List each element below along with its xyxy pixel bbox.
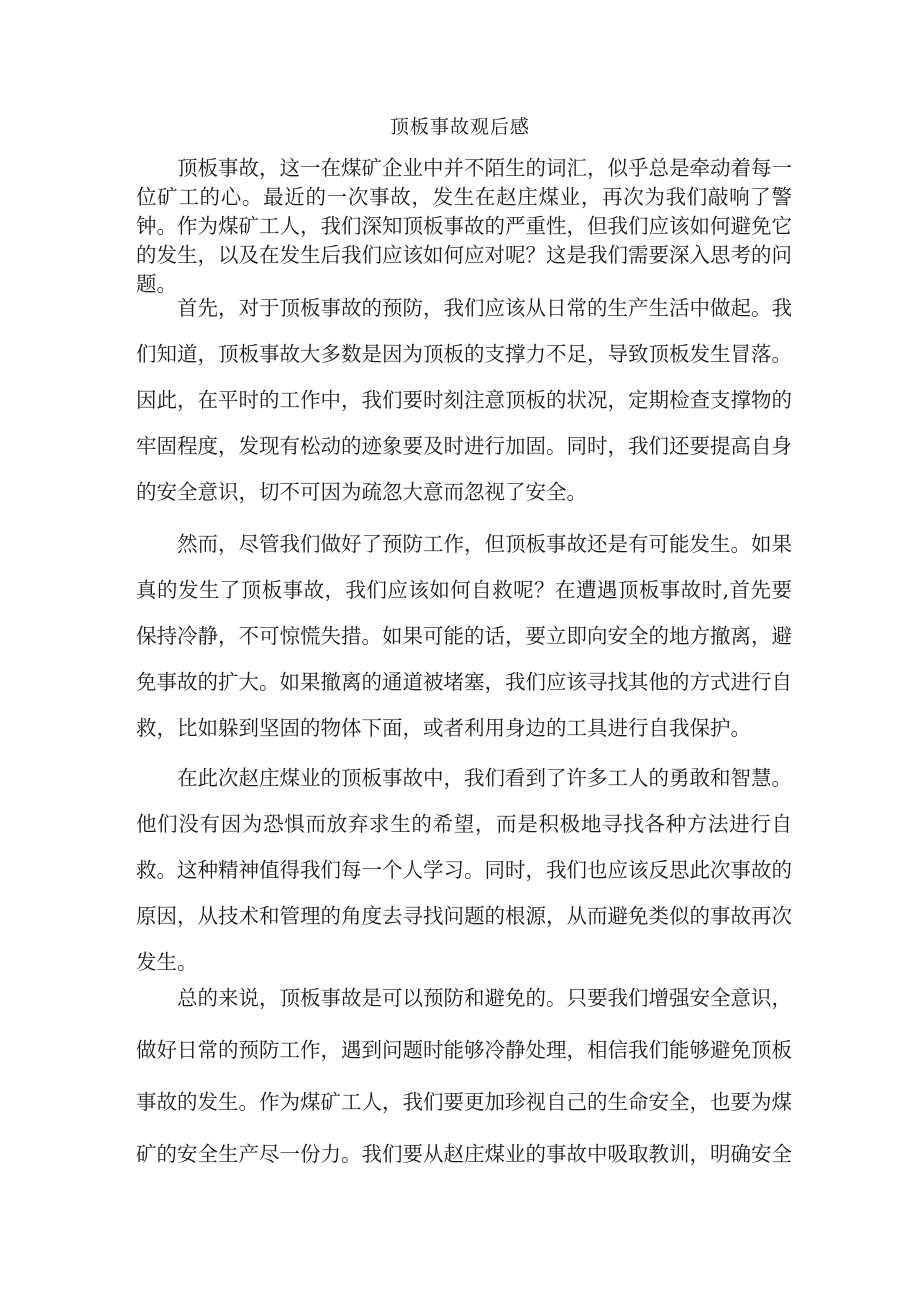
paragraph-conclusion: 总的来说，顶板事故是可以预防和避免的。只要我们增强安全意识，做好日常的预防工作，遇到问题时能够冷静处理，相信我们能够避免顶板事故的发生。作为煤矿工人，我们要更加珍视自己的生命安全，也要为煤矿的安全生产尽一份力。我们要从赵庄煤业的事故中吸取教训，明确安全 xyxy=(136,986,792,1166)
document-title: 顶板事故观后感 xyxy=(389,116,530,138)
paragraph-intro: 顶板事故，这一在煤矿企业中并不陌生的词汇，似乎总是牵动着每一位矿工的心。最近的一次事故，发生在赵庄煤业，再次为我们敲响了警钟。作为煤矿工人，我们深知顶板事故的严重性，但我们应该如何避免它的发生，以及在发生后我们应该如何应对呢？这是我们需要深入思考的问题。 xyxy=(136,156,792,296)
paragraph-prevention: 首先，对于顶板事故的预防，我们应该从日常的生产生活中做起。我们知道，顶板事故大多数是因为顶板的支撑力不足，导致顶板发生冒落。因此，在平时的工作中，我们要时刻注意顶板的状况，定期检查支撑物的牢固程度，发现有松动的迹象要及时进行加固。同时，我们还要提高自身的安全意识，切不可因为疏忽大意而忽视了安全。 xyxy=(136,296,792,504)
paragraph-self-rescue: 然而，尽管我们做好了预防工作，但顶板事故还是有可能发生。如果真的发生了顶板事故，我们应该如何自救呢？在遭遇顶板事故时,首先要保持冷静，不可惊慌失措。如果可能的话，要立即向安全的地方撤离，避免事故的扩大。如果撤离的通道被堵塞，我们应该寻找其他的方式进行自救，比如躲到坚固的物体下面，或者利用身边的工具进行自我保护。 xyxy=(136,532,792,740)
paragraph-reflection: 在此次赵庄煤业的顶板事故中，我们看到了许多工人的勇敢和智慧。他们没有因为恐惧而放弃求生的希望，而是积极地寻找各种方法进行自救。这种精神值得我们每一个人学习。同时，我们也应该反思此次事故的原因，从技术和管理的角度去寻找问题的根源，从而避免类似的事故再次发生。 xyxy=(136,766,792,974)
